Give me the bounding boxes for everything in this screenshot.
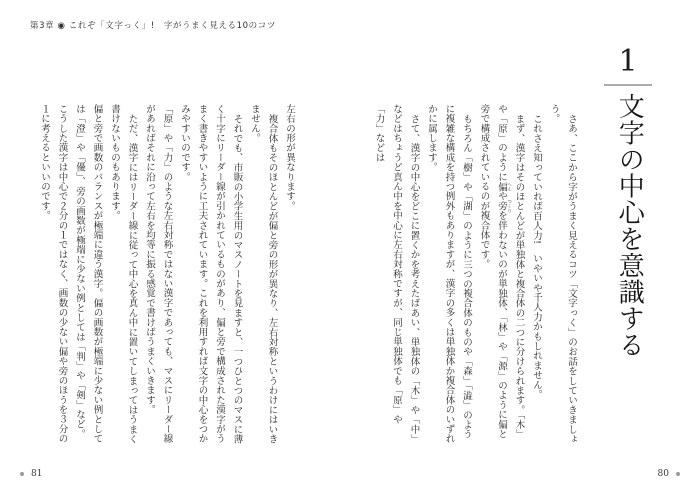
page-dot-icon: [20, 472, 24, 476]
paragraph: これさえ知っていれば百人力! いやいや千人力かもしれません。: [531, 113, 542, 399]
right-page-body: [370, 104, 580, 446]
paragraph: もちろん「樹」や「湖」のように三つの複合体のものや「森」「澁」のように複雑な構成を持つ例外もありますが、漢字の多くは単独体か複合体のいずれかに属します。: [426, 104, 472, 444]
paragraph: 複合体もそのほとんどが偏と旁の形が異なり、左右対称というわけにはいきません。: [249, 104, 278, 444]
page-dot-icon: [676, 472, 680, 476]
paragraph: さあ、ここから字がうまく見えるコツ「文字っく」のお話をしていきましょう。: [548, 104, 577, 444]
chapter-title: 文字の中心を意識する: [614, 93, 645, 358]
right-page-number: 80: [657, 469, 669, 479]
left-page-body: [36, 104, 299, 446]
ruby-annotated-kanji: 旁 つくり: [496, 199, 512, 213]
chapter-number: 1: [618, 44, 638, 79]
page-number-right: [658, 469, 680, 479]
left-page-number: 81: [31, 469, 43, 479]
paragraph: ただ、漢字にはリーダー線に従って中心を真ん中に置いてしまってはうまく書けないものもあります。: [109, 104, 138, 444]
page-number-left: [20, 469, 42, 479]
ruby-annotated-kanji: 偏 へん: [496, 181, 512, 192]
paragraph: まず、漢字はそのほとんどが単独体と複合体の二つに分けられます。「木」や「原」のように偏 へんや旁 つくりを伴わないのが単独体、「林」や「源」のように偏と旁で構成されているのが複合体です。: [478, 104, 525, 439]
paragraph: 偏と旁で画数のバランスが極端に違う漢字。偏の画数が極端に少ない例としては「澄」や「優」、旁の画数が極端に少ない例としては「判」や「剣」など。こうした漢字は中心で２分の１ではなく、画数の少ない偏や旁のほうを３分の１に考えるといいのです。: [39, 104, 103, 444]
paragraph: 「原」や「力」のような左右対称ではない漢字であっても、マスにリーダー線があればそれに沿って左右を均等に振る感覚で書けばうまくいきます。: [144, 104, 173, 444]
paragraph: 左右の形が異なります。: [284, 104, 295, 211]
running-header: 第3章 ◉ これぞ「文字っく」! 字がうまく見える10のコツ: [30, 21, 276, 31]
chapter-rule: [604, 84, 652, 86]
paragraph: さて、漢字の中心をどこに置くかを考えたばあい、単独体の「木」や「中」などはちょうど真ん中を中心に左右対称ですが、同じ単独体でも「原」や「力」などは: [373, 104, 420, 444]
paragraph: それでも、市販の小学生用のマスノートを見ますと、一つひとつのマスに薄く十字にリーダー線が引かれているものがあり、偏と旁で構成された漢字がうまく書きやすいように工夫されています。これを利用すれば文字の中心をつかみやすいのです。: [179, 104, 243, 444]
